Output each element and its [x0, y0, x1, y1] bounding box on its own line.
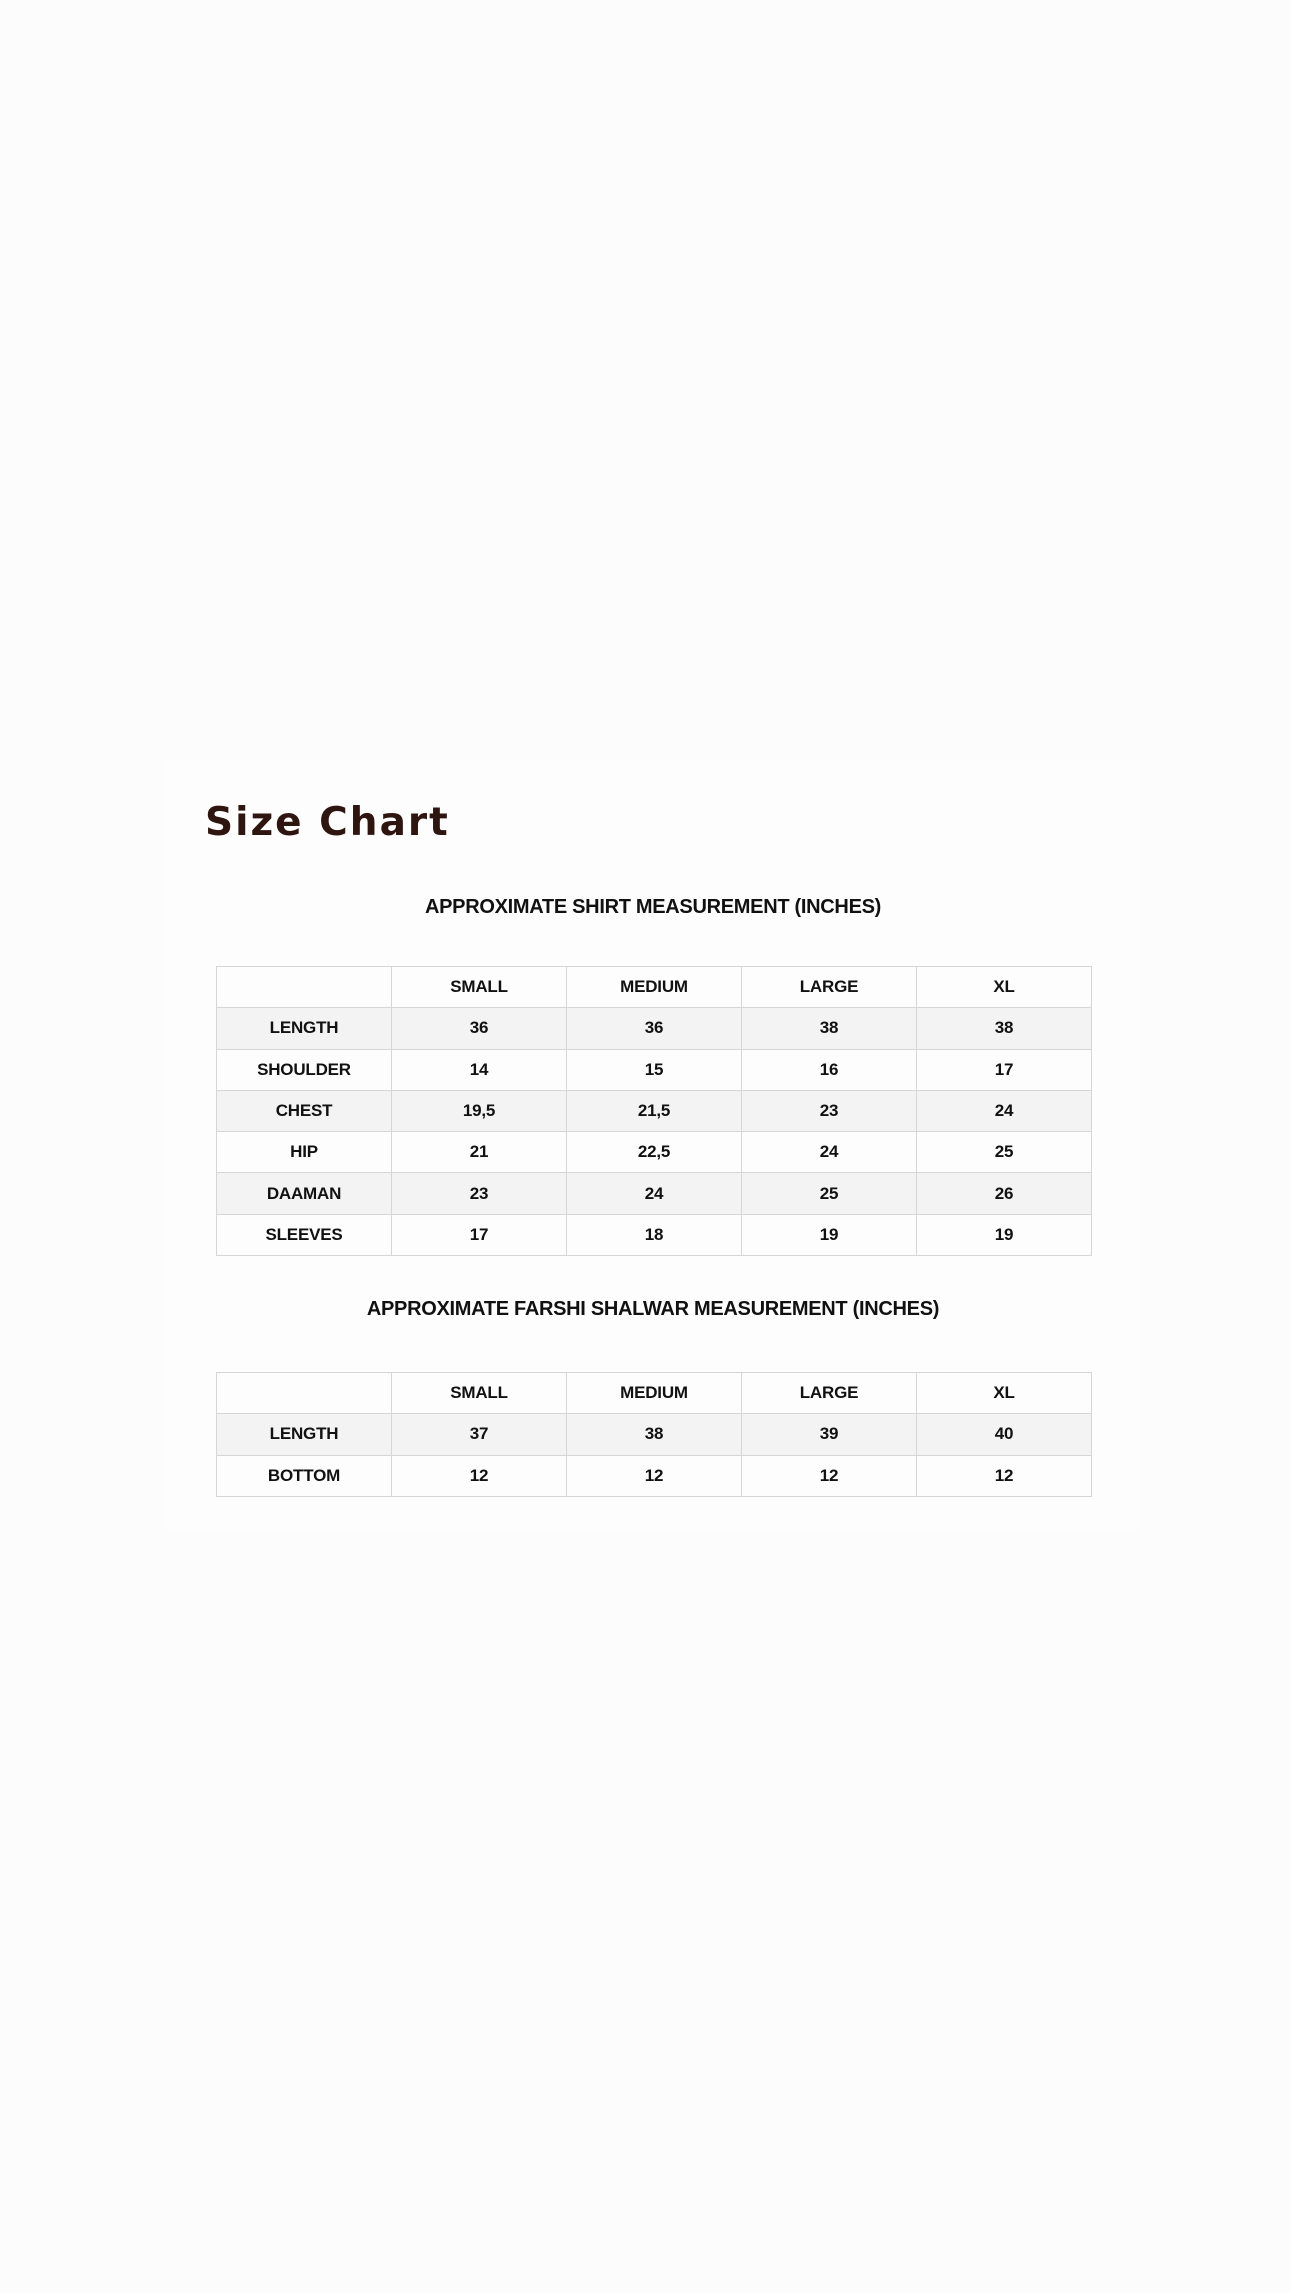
cell-value: 19 — [742, 1214, 917, 1255]
row-label: LENGTH — [217, 1414, 392, 1455]
cell-value: 23 — [392, 1173, 567, 1214]
table-row — [217, 1173, 1092, 1214]
cell-value: 12 — [567, 1455, 742, 1496]
cell-value: 36 — [567, 1008, 742, 1049]
header-cell-small: SMALL — [392, 967, 567, 1008]
table-row — [217, 1132, 1092, 1173]
header-cell-xl: XL — [917, 1373, 1092, 1414]
header-cell-xl: XL — [917, 967, 1092, 1008]
header-cell-small: SMALL — [392, 1373, 567, 1414]
cell-value: 22,5 — [567, 1132, 742, 1173]
header-cell-medium: MEDIUM — [567, 1373, 742, 1414]
row-label: LENGTH — [217, 1008, 392, 1049]
table-header-row — [217, 1373, 1092, 1414]
cell-value: 36 — [392, 1008, 567, 1049]
row-label: SLEEVES — [217, 1214, 392, 1255]
row-label: SHOULDER — [217, 1049, 392, 1090]
cell-value: 18 — [567, 1214, 742, 1255]
cell-value: 16 — [742, 1049, 917, 1090]
header-cell-large: LARGE — [742, 1373, 917, 1414]
cell-value: 24 — [567, 1173, 742, 1214]
row-label: HIP — [217, 1132, 392, 1173]
cell-value: 40 — [917, 1414, 1092, 1455]
table-header-row — [217, 967, 1092, 1008]
cell-value: 12 — [917, 1455, 1092, 1496]
cell-value: 14 — [392, 1049, 567, 1090]
table-row — [217, 1008, 1092, 1049]
cell-value: 19 — [917, 1214, 1092, 1255]
header-cell-empty — [217, 1373, 392, 1414]
table-row — [217, 1049, 1092, 1090]
table-row — [217, 1090, 1092, 1131]
cell-value: 38 — [567, 1414, 742, 1455]
cell-value: 12 — [742, 1455, 917, 1496]
cell-value: 12 — [392, 1455, 567, 1496]
cell-value: 15 — [567, 1049, 742, 1090]
table-row — [217, 1455, 1092, 1496]
header-cell-large: LARGE — [742, 967, 917, 1008]
table-row — [217, 1414, 1092, 1455]
table-row — [217, 1214, 1092, 1255]
cell-value: 25 — [742, 1173, 917, 1214]
cell-value: 26 — [917, 1173, 1092, 1214]
cell-value: 21 — [392, 1132, 567, 1173]
header-cell-empty — [217, 967, 392, 1008]
shalwar-measurement-table — [216, 1372, 1092, 1497]
cell-value: 24 — [742, 1132, 917, 1173]
shalwar-table-caption: APPROXIMATE FARSHI SHALWAR MEASUREMENT (INCHES) — [366, 1298, 940, 1320]
cell-value: 17 — [917, 1049, 1092, 1090]
cell-value: 25 — [917, 1132, 1092, 1173]
cell-value: 38 — [917, 1008, 1092, 1049]
header-cell-medium: MEDIUM — [567, 967, 742, 1008]
cell-value: 23 — [742, 1090, 917, 1131]
cell-value: 19,5 — [392, 1090, 567, 1131]
row-label: CHEST — [217, 1090, 392, 1131]
shirt-measurement-table — [216, 966, 1092, 1256]
cell-value: 37 — [392, 1414, 567, 1455]
cell-value: 39 — [742, 1414, 917, 1455]
row-label: DAAMAN — [217, 1173, 392, 1214]
shirt-table-caption: APPROXIMATE SHIRT MEASUREMENT (INCHES) — [424, 896, 882, 918]
cell-value: 21,5 — [567, 1090, 742, 1131]
row-label: BOTTOM — [217, 1455, 392, 1496]
cell-value: 24 — [917, 1090, 1092, 1131]
cell-value: 17 — [392, 1214, 567, 1255]
page-title: Size Chart — [205, 800, 450, 845]
cell-value: 38 — [742, 1008, 917, 1049]
